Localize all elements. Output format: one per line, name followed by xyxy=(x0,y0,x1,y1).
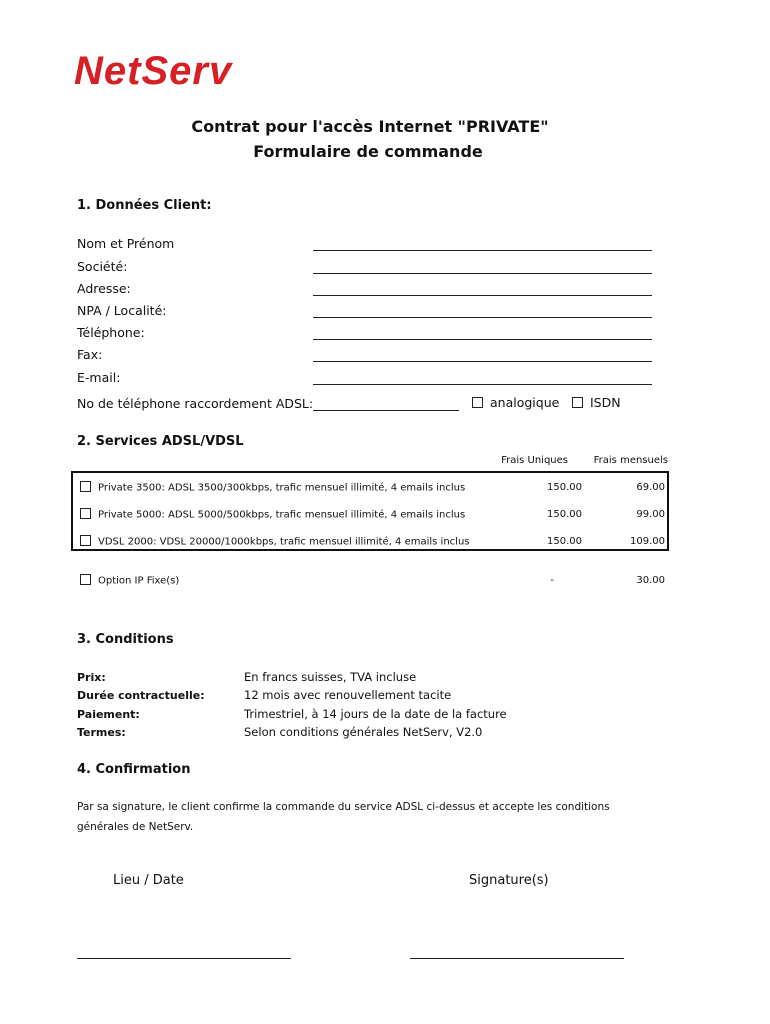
condition-label-duration: Durée contractuelle: xyxy=(77,689,205,702)
field-label-city: NPA / Localité: xyxy=(77,303,167,318)
condition-value-price: En francs suisses, TVA incluse xyxy=(244,670,417,684)
field-label-adsl-phone: No de téléphone raccordement ADSL: xyxy=(77,396,314,411)
option-desc: Option IP Fixe(s) xyxy=(98,575,180,587)
service-monthly-fee: 69.00 xyxy=(636,482,665,493)
place-date-label: Lieu / Date xyxy=(113,873,184,888)
service-monthly-fee: 99.00 xyxy=(636,509,665,520)
option-unique-fee: - xyxy=(550,575,554,586)
condition-label-payment: Paiement: xyxy=(77,708,140,721)
field-line-phone[interactable] xyxy=(313,339,652,340)
field-label-address: Adresse: xyxy=(77,281,131,296)
field-line-fax[interactable] xyxy=(313,361,652,362)
column-header-unique: Frais Uniques xyxy=(501,455,568,466)
option-isdn[interactable]: ISDN xyxy=(572,395,621,410)
field-line-adsl-phone[interactable] xyxy=(313,410,459,411)
section-client-heading: 1. Données Client: xyxy=(77,198,212,213)
column-header-monthly: Frais mensuels xyxy=(593,455,668,466)
field-line-city[interactable] xyxy=(313,317,652,318)
condition-value-payment: Trimestriel, à 14 jours de la date de la facture xyxy=(244,707,507,721)
checkbox-service[interactable] xyxy=(80,508,91,519)
place-date-line[interactable] xyxy=(77,958,291,959)
service-unique-fee: 150.00 xyxy=(547,482,582,493)
field-line-address[interactable] xyxy=(313,295,652,296)
service-desc: Private 3500: ADSL 3500/300kbps, trafic mensuel illimité, 4 emails inclus xyxy=(98,482,466,494)
field-label-company: Société: xyxy=(77,259,128,274)
condition-label-price: Prix: xyxy=(77,671,106,684)
checkbox-service[interactable] xyxy=(80,535,91,546)
option-monthly-fee: 30.00 xyxy=(636,575,665,586)
condition-value-duration: 12 mois avec renouvellement tacite xyxy=(244,688,452,702)
checkbox-analog[interactable] xyxy=(472,397,483,408)
document-subtitle: Formulaire de commande xyxy=(253,142,483,161)
confirmation-text: Par sa signature, le client confirme la commande du service ADSL ci-dessus et accepte les conditions générales de NetServ. xyxy=(77,801,610,833)
netserv-logo: NetServ xyxy=(74,49,233,93)
signature-label: Signature(s) xyxy=(469,873,549,888)
checkbox-option-ip[interactable] xyxy=(80,574,91,585)
field-label-phone: Téléphone: xyxy=(77,325,145,340)
field-line-name[interactable] xyxy=(313,250,652,251)
checkbox-isdn[interactable] xyxy=(572,397,583,408)
field-label-name: Nom et Prénom xyxy=(77,236,175,251)
document-title: Contrat pour l'accès Internet "PRIVATE" xyxy=(191,117,549,136)
checkbox-service[interactable] xyxy=(80,481,91,492)
signature-line[interactable] xyxy=(410,958,624,959)
service-desc: VDSL 2000: VDSL 20000/1000kbps, trafic mensuel illimité, 4 emails inclus xyxy=(98,536,470,548)
service-desc: Private 5000: ADSL 5000/500kbps, trafic mensuel illimité, 4 emails inclus xyxy=(98,509,466,521)
field-line-email[interactable] xyxy=(313,384,652,385)
section-confirmation-heading: 4. Confirmation xyxy=(77,762,191,777)
service-unique-fee: 150.00 xyxy=(547,509,582,520)
option-analog[interactable]: analogique xyxy=(472,395,559,410)
field-label-email: E-mail: xyxy=(77,370,121,385)
condition-value-terms: Selon conditions générales NetServ, V2.0 xyxy=(244,725,483,739)
condition-label-terms: Termes: xyxy=(77,726,126,739)
service-unique-fee: 150.00 xyxy=(547,536,582,547)
section-services-heading: 2. Services ADSL/VDSL xyxy=(77,434,244,449)
field-label-fax: Fax: xyxy=(77,347,103,362)
section-conditions-heading: 3. Conditions xyxy=(77,632,174,647)
field-line-company[interactable] xyxy=(313,273,652,274)
service-monthly-fee: 109.00 xyxy=(630,536,665,547)
